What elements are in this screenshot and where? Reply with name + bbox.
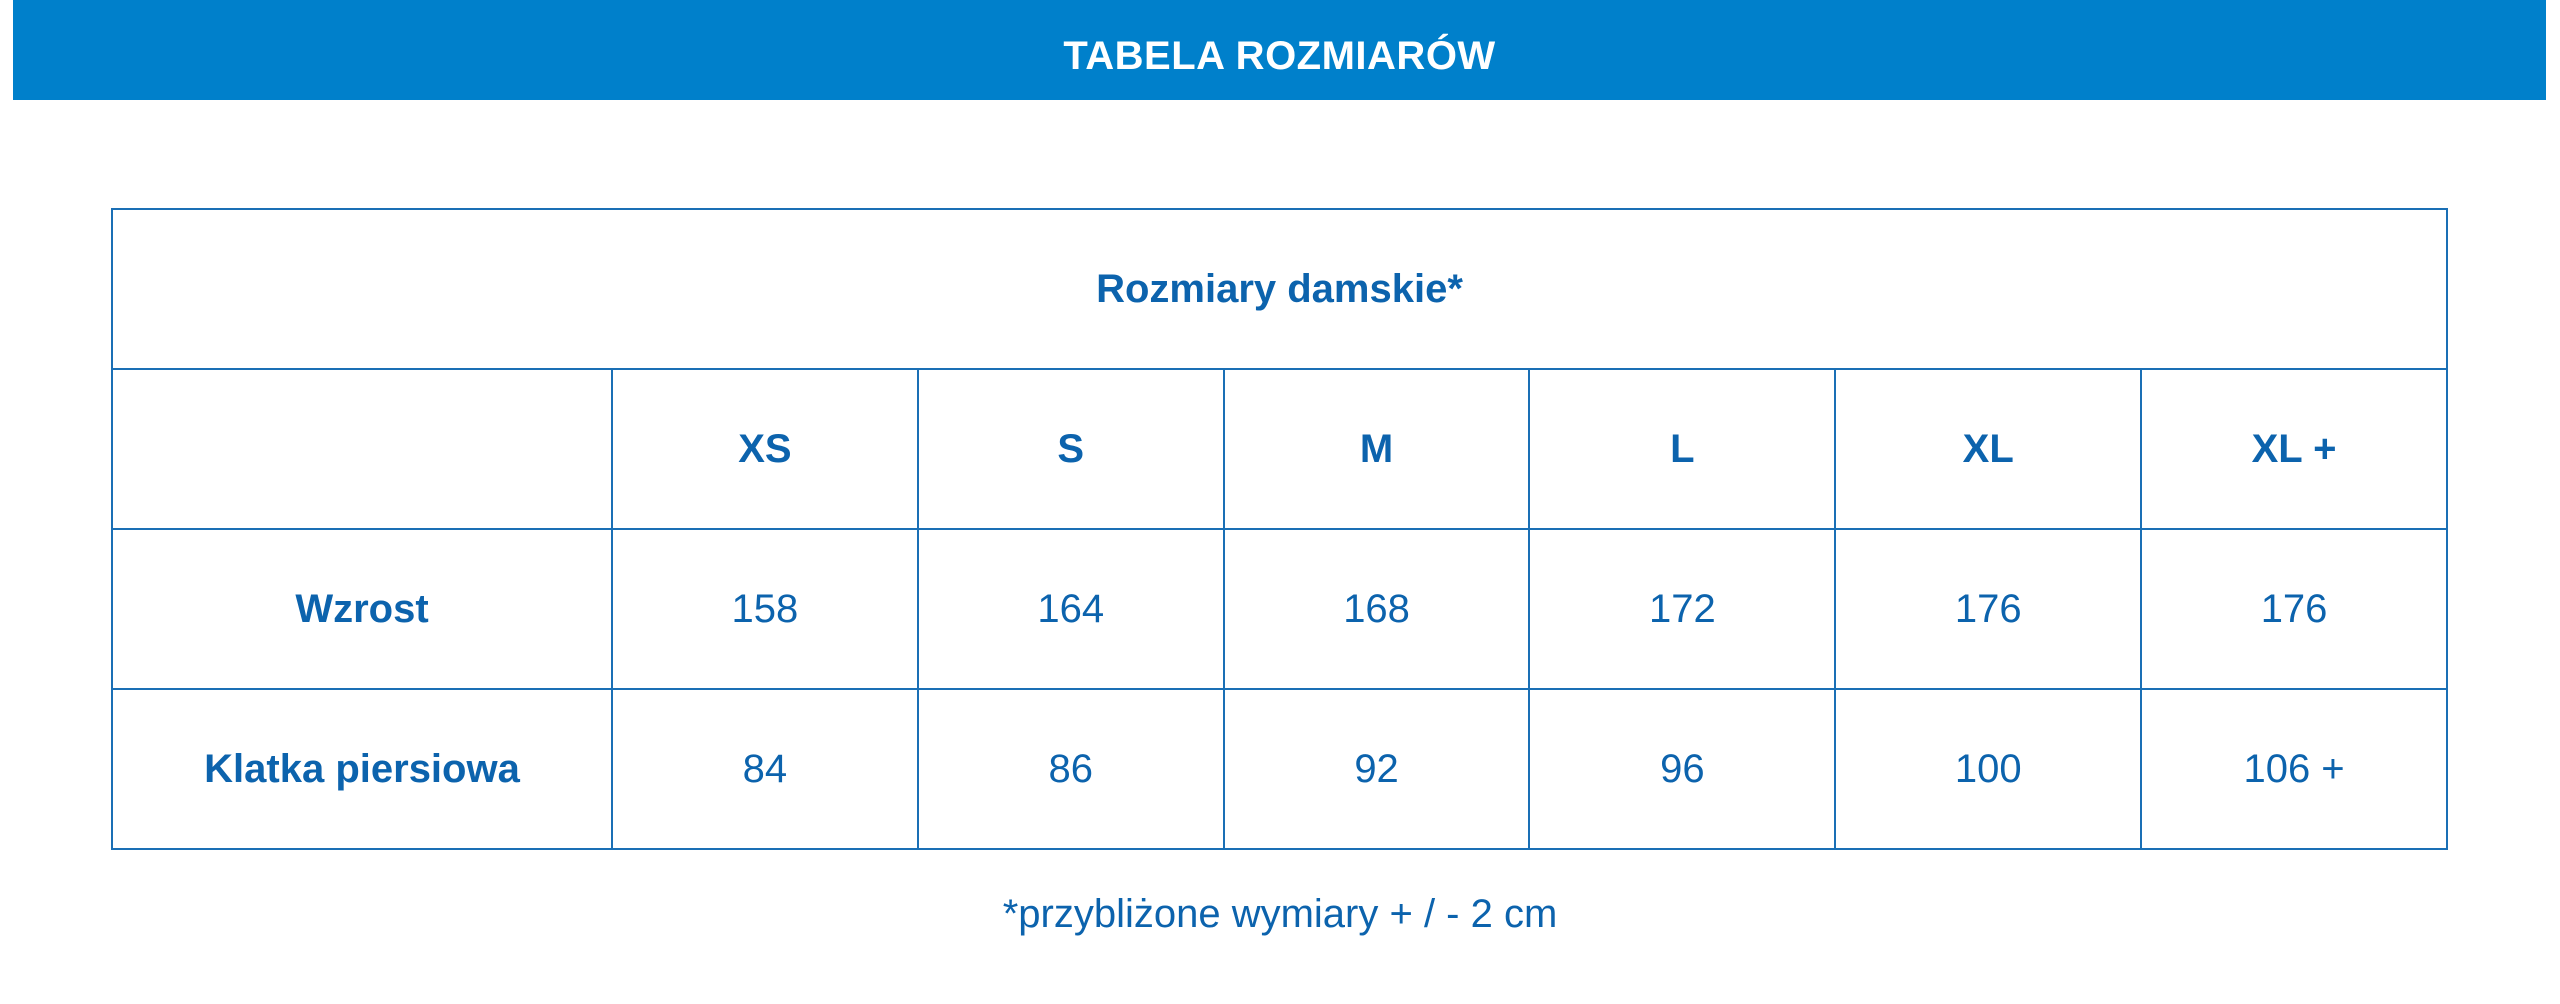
table-cell: 176 — [1835, 529, 2141, 689]
size-header-m: M — [1224, 369, 1530, 529]
table-cell: 86 — [918, 689, 1224, 849]
header-bar — [13, 0, 2546, 100]
table-cell: 164 — [918, 529, 1224, 689]
row-label-height: Wzrost — [112, 529, 612, 689]
size-table — [111, 208, 2448, 850]
table-cell: 172 — [1529, 529, 1835, 689]
table-cell: 106 + — [2141, 689, 2447, 849]
bottom-fade — [0, 940, 2560, 1004]
table-row-chest — [112, 689, 2447, 849]
table-cell: 84 — [612, 689, 918, 849]
corner-cell — [112, 369, 612, 529]
size-header-xl-plus: XL + — [2141, 369, 2447, 529]
footnote: *przybliżone wymiary + / - 2 cm — [1002, 892, 1558, 936]
table-cell: 168 — [1224, 529, 1530, 689]
size-header-xs: XS — [612, 369, 918, 529]
table-cell: 100 — [1835, 689, 2141, 849]
table-row-height — [112, 529, 2447, 689]
row-label-chest: Klatka piersiowa — [112, 689, 612, 849]
table-cell: 92 — [1224, 689, 1530, 849]
table-cell: 158 — [612, 529, 918, 689]
caption-row — [112, 209, 2447, 369]
size-header-row — [112, 369, 2447, 529]
size-header-l: L — [1529, 369, 1835, 529]
table-caption: Rozmiary damskie* — [112, 209, 2447, 369]
page-title: TABELA ROZMIARÓW — [1063, 33, 1496, 78]
size-header-s: S — [918, 369, 1224, 529]
size-header-xl: XL — [1835, 369, 2141, 529]
table-cell: 96 — [1529, 689, 1835, 849]
table-cell: 176 — [2141, 529, 2447, 689]
